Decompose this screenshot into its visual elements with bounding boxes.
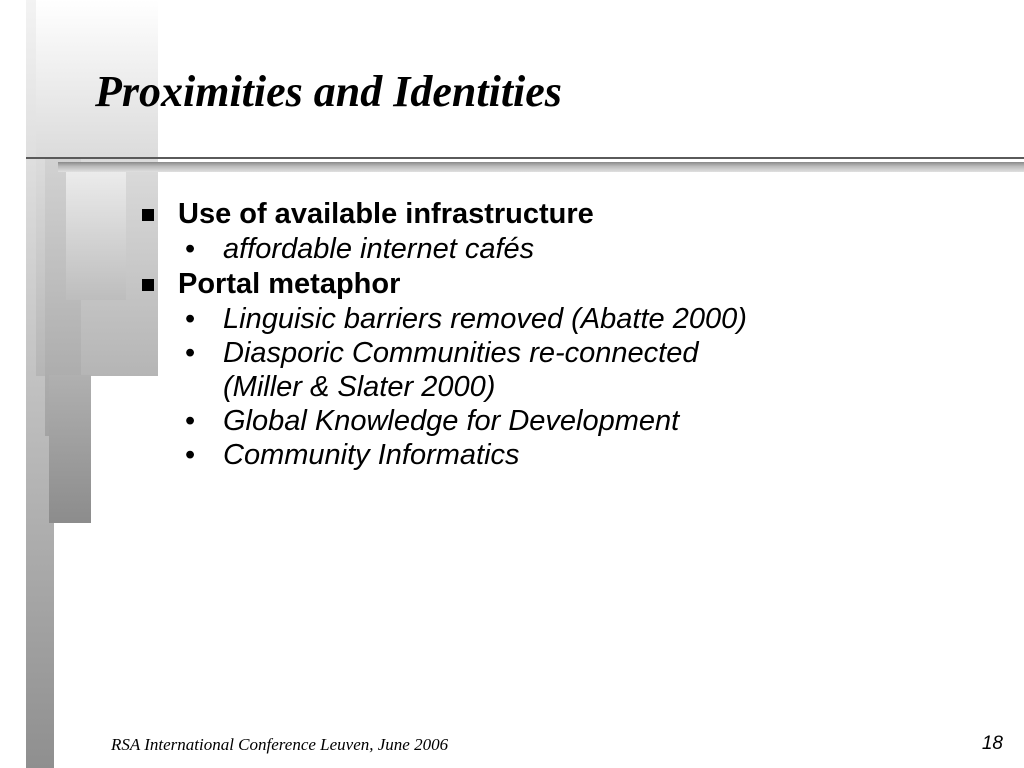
bullet-level2-item bbox=[140, 302, 1000, 336]
bullet-level2-item bbox=[140, 336, 1000, 404]
square-bullet-icon bbox=[142, 279, 154, 291]
bullet-level1-text: Use of available infrastructure bbox=[178, 198, 594, 230]
round-bullet-icon: • bbox=[185, 405, 196, 437]
bullet-level2-text: Linguisic barriers removed (Abatte 2000) bbox=[223, 303, 747, 335]
bullet-level2-item bbox=[140, 404, 1000, 438]
bullet-level2-text: Community Informatics bbox=[223, 439, 520, 471]
round-bullet-icon: • bbox=[185, 233, 196, 265]
title-divider-line bbox=[26, 157, 1024, 159]
bullet-level2-item bbox=[140, 232, 1000, 266]
bullet-level2-text: affordable internet cafés bbox=[223, 233, 535, 265]
title-divider-bar bbox=[58, 162, 1024, 172]
square-bullet-icon bbox=[142, 209, 154, 221]
round-bullet-icon: • bbox=[185, 303, 196, 335]
slide-body bbox=[140, 196, 1000, 472]
bullet-level2-text: Diasporic Communities re-connected (Miller & Slater 2000) bbox=[223, 337, 699, 403]
slide-title: Proximities and Identities bbox=[95, 67, 562, 116]
bullet-level1-item bbox=[140, 196, 1000, 232]
bullet-level1-item bbox=[140, 266, 1000, 302]
round-bullet-icon: • bbox=[185, 337, 196, 369]
bullet-level2-text: Global Knowledge for Development bbox=[223, 405, 680, 437]
decorative-bar-inner bbox=[66, 170, 126, 300]
bullet-level2-item bbox=[140, 438, 1000, 472]
bullet-level1-text: Portal metaphor bbox=[178, 268, 401, 300]
footer-conference-text: RSA International Conference Leuven, June 2006 bbox=[111, 735, 449, 754]
decorative-bar-low bbox=[49, 375, 91, 523]
round-bullet-icon: • bbox=[185, 439, 196, 471]
slide-page-number: 18 bbox=[981, 733, 1003, 754]
